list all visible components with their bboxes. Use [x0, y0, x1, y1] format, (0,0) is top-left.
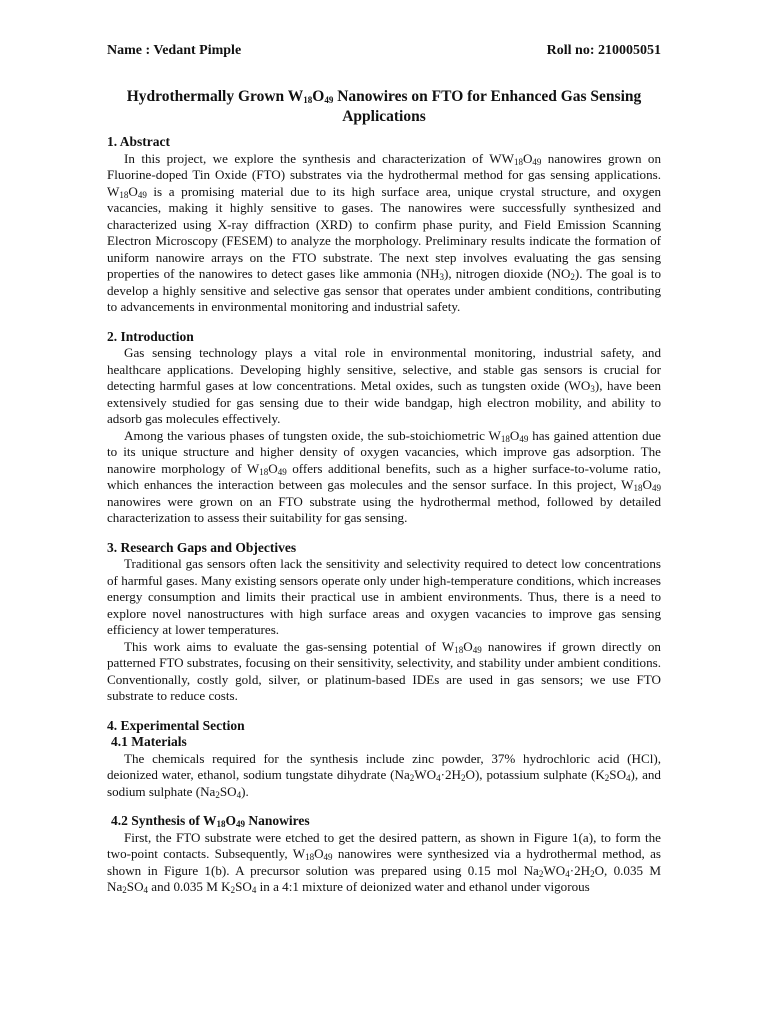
roll-number: Roll no: 210005051 — [546, 43, 661, 58]
research-paragraph-1: Traditional gas sensors often lack the sensitivity and selectivity required to detect low concentrations of harmful gases. Many existing sensors operate only under high-temperature conditions, which increases energy consumption and limits their practical use in ambient environments. Thus, there is a need to explore novel nanostructures with high surface areas and oxygen vacancies to improve gas sensing efficiency at lower temperatures. — [107, 556, 661, 637]
header-row — [107, 40, 661, 62]
materials-paragraph: The chemicals required for the synthesis include zinc powder, 37% hydrochloric acid (HCl), deionized water, ethanol, sodium tungstate dihydrate $(Na_2WO_4\cdot 2H_2O)$, potassium sulphate $(K_2SO_4)$, and sodium sulphate $(Na_2SO_4)$. — [107, 750, 661, 800]
abstract-paragraph: In this project, we explore the synthesis and characterization of $WW_{18}O_{49}$ nanowires grown on Fluorine-doped Tin Oxide (FTO) substrates via the hydrothermal method for gas sensing applications. $W_{18}O_{49}$ is a promising material due to its high surface area, unique crystal structure, and oxygen vacancies, making it highly sensitive to gases. The nanowires were successfully synthesized and characterized using X-ray diffraction (XRD) to confirm phase purity, and Field Emission Scanning Electron Microscopy (FESEM) to analyze the morphology. Preliminary results indicate the formation of uniform nanowire arrays on the FTO substrate. The next step involves evaluating the gas sensing properties of the nanowires to detect gases like ammonia $(NH_3)$, nitrogen dioxide $(NO_2)$. The goal is to develop a highly sensitive and selective gas sensor that operates under ambient conditions, contributing to advancements in environmental monitoring and industrial safety. — [107, 150, 662, 314]
student-name: Name : Vedant Pimple — [107, 43, 242, 58]
research-heading: 3. Research Gaps and Objectives — [107, 539, 297, 555]
introduction-paragraph-1: Gas sensing technology plays a vital role in environmental monitoring, industrial safety, and healthcare applications. Developing highly sensitive, selective, and stable gas sensors is crucial for detecting harmful gases at low concentrations. Metal oxides, such as tungsten oxide $(WO_3)$, have been extensively studied for gas sensing due to their wide bandgap, high electron mobility, and ability to adsorb gas molecules effectively. — [107, 345, 661, 426]
introduction-heading: 2. Introduction — [107, 328, 194, 344]
experimental-heading: 4. Experimental Section — [107, 717, 245, 733]
introduction-paragraph-2: Among the various phases of tungsten oxide, the sub-stoichiometric $W_{18}O_{49}$ has gained attention due to its unique structure and higher density of oxygen vacancies, which improve gas adsorption. The nanowire morphology of $W_{18}O_{49}$ offers additional benefits, such as a higher surface-to-volume ratio, which enhances the interaction between gas molecules and the sensor surface. In this project, $W_{18}O_{49}$ nanowires were grown on an FTO substrate using the hydrothermal method, followed by detailed characterization to assess their suitability for gas sensing. — [107, 427, 661, 525]
abstract-heading: 1. Abstract — [107, 134, 170, 149]
document-title: Hydrothermally Grown $W_{18}O_{49}$ Nanowires on FTO for Enhanced Gas Sensing Applications — [126, 88, 642, 125]
synthesis-paragraph: First, the FTO substrate were etched to get the desired pattern, as shown in Figure 1(a), to form the two-point contacts. Subsequently, $W_{18}O_{49}$ nanowires were synthesized via a hydrothermal method, as shown in Figure 1(b). A precursor solution was prepared using 0.15 mol $Na_2WO_4\cdot 2H_2O$, 0.035 M $Na_2SO_4$ and 0.035 M $K_2SO_4$ in a 4:1 mixture of deionized water and ethanol under vigorous — [107, 829, 661, 895]
synthesis-heading: 4.2 Synthesis of $W_{18}O_{49}$ Nanowires — [111, 813, 310, 829]
research-paragraph-2: This work aims to evaluate the gas-sensing potential of $W_{18}O_{49}$ nanowires if grown directly on patterned FTO substrates, focusing on their sensitivity, selectivity, and stability under ambient conditions. Conventionally, costly gold, silver, or platinum-based IDEs are used in gas sensors; we use FTO substrate to reduce costs. — [107, 638, 661, 703]
materials-heading: 4.1 Materials — [111, 734, 187, 749]
